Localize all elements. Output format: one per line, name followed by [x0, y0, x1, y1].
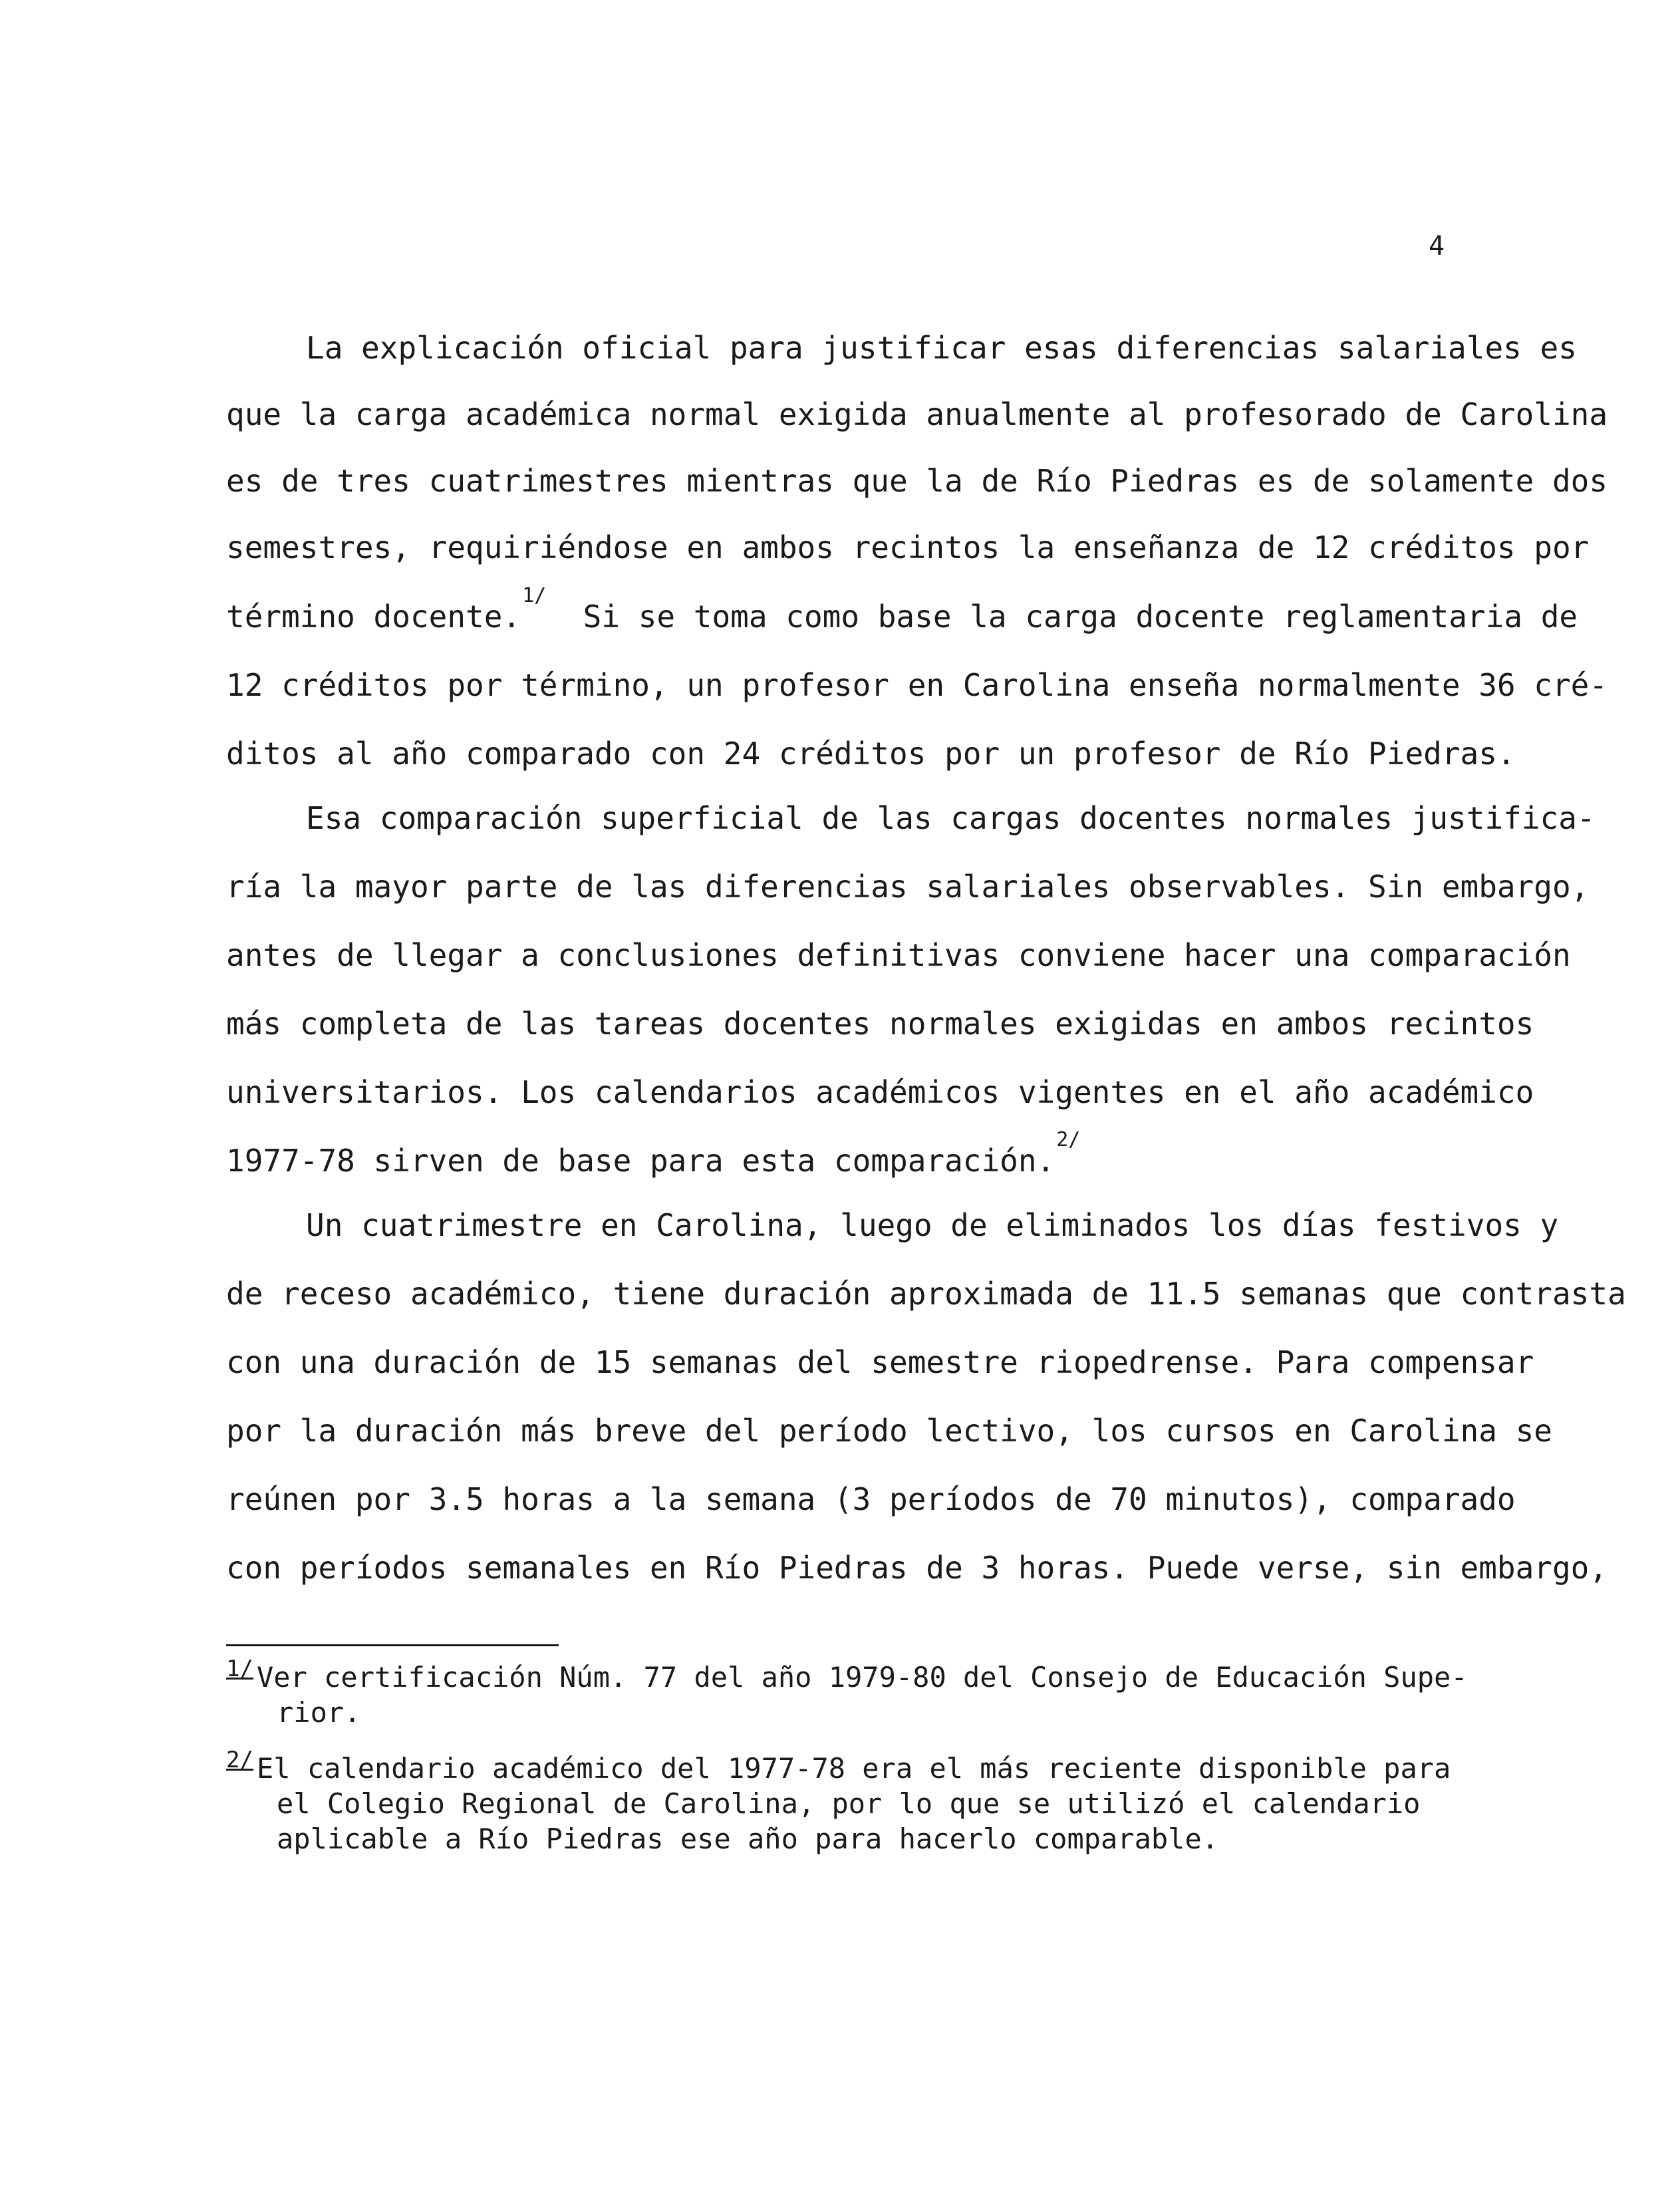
footnote-ref-1: 1/: [522, 583, 547, 607]
paragraph-2-line-4: más completa de las tareas docentes normales exigidas en ambos recintos: [226, 1006, 1534, 1042]
paragraph-1-line-5-tail: Si se toma como base la carga docente reglamentaria de: [583, 599, 1578, 635]
paragraph-2-line-3: antes de llegar a conclusiones definitivas conviene hacer una comparación: [226, 937, 1571, 973]
footnote-2-mark: 2/: [226, 1747, 253, 1773]
paragraph-2-line-6-text: 1977-78 sirven de base para esta comparación.: [226, 1143, 1055, 1179]
footnote-1-line-2: rior.: [277, 1696, 361, 1729]
footnote-2-line-3: aplicable a Río Piedras ese año para hacerlo comparable.: [277, 1823, 1219, 1855]
footnote-separator: [226, 1644, 559, 1646]
footnote-1-line-1: Ver certificación Núm. 77 del año 1979-80 del Consejo de Educación Supe-: [257, 1661, 1468, 1694]
paragraph-1-line-4: semestres, requiriéndose en ambos recintos la enseñanza de 12 créditos por: [226, 529, 1590, 565]
paragraph-1-line-5: [226, 583, 1578, 637]
paragraph-1-line-2: que la carga académica normal exigida anualmente al profesorado de Carolina: [226, 396, 1608, 432]
footnote-1-mark: 1/: [226, 1656, 253, 1682]
paragraph-3-line-6: con períodos semanales en Río Piedras de 3 horas. Puede verse, sin embargo,: [226, 1550, 1608, 1586]
paragraph-1-line-7: ditos al año comparado con 24 créditos por un profesor de Río Piedras.: [226, 736, 1516, 772]
paragraph-1-line-5-text: término docente.: [226, 599, 521, 635]
paragraph-2-line-2: ría la mayor parte de las diferencias salariales observables. Sin embargo,: [226, 869, 1590, 905]
paragraph-2-line-6: [226, 1127, 1461, 1181]
paragraph-1-line-3: es de tres cuatrimestres mientras que la de Río Piedras es de solamente dos: [226, 463, 1608, 499]
footnote-2-line-1: El calendario académico del 1977-78 era el más reciente disponible para: [257, 1752, 1451, 1785]
paragraph-3-line-1: Un cuatrimestre en Carolina, luego de eliminados los días festivos y: [306, 1207, 1559, 1243]
paragraph-2-line-1: Esa comparación superficial de las cargas docentes normales justifica-: [306, 800, 1596, 836]
paragraph-3-line-2: de receso académico, tiene duración aproximada de 11.5 semanas que contrasta: [226, 1276, 1626, 1312]
paragraph-3-line-5: reúnen por 3.5 horas a la semana (3 períodos de 70 minutos), comparado: [226, 1481, 1516, 1517]
paragraph-1-line-6: 12 créditos por término, un profesor en Carolina enseña normalmente 36 cré-: [226, 667, 1608, 703]
page-number: 4: [1429, 231, 1445, 261]
paragraph-1-line-1: La explicación oficial para justificar esas diferencias salariales es: [306, 330, 1577, 366]
paragraph-3-line-4: por la duración más breve del período lectivo, los cursos en Carolina se: [226, 1413, 1552, 1449]
paragraph-2-line-5: universitarios. Los calendarios académicos vigentes en el año académico: [226, 1074, 1534, 1110]
paragraph-3-line-3: con una duración de 15 semanas del semestre riopedrense. Para compensar: [226, 1344, 1534, 1380]
footnote-2-line-2: el Colegio Regional de Carolina, por lo que se utilizó el calendario: [277, 1787, 1421, 1820]
footnote-ref-2: 2/: [1056, 1127, 1081, 1151]
